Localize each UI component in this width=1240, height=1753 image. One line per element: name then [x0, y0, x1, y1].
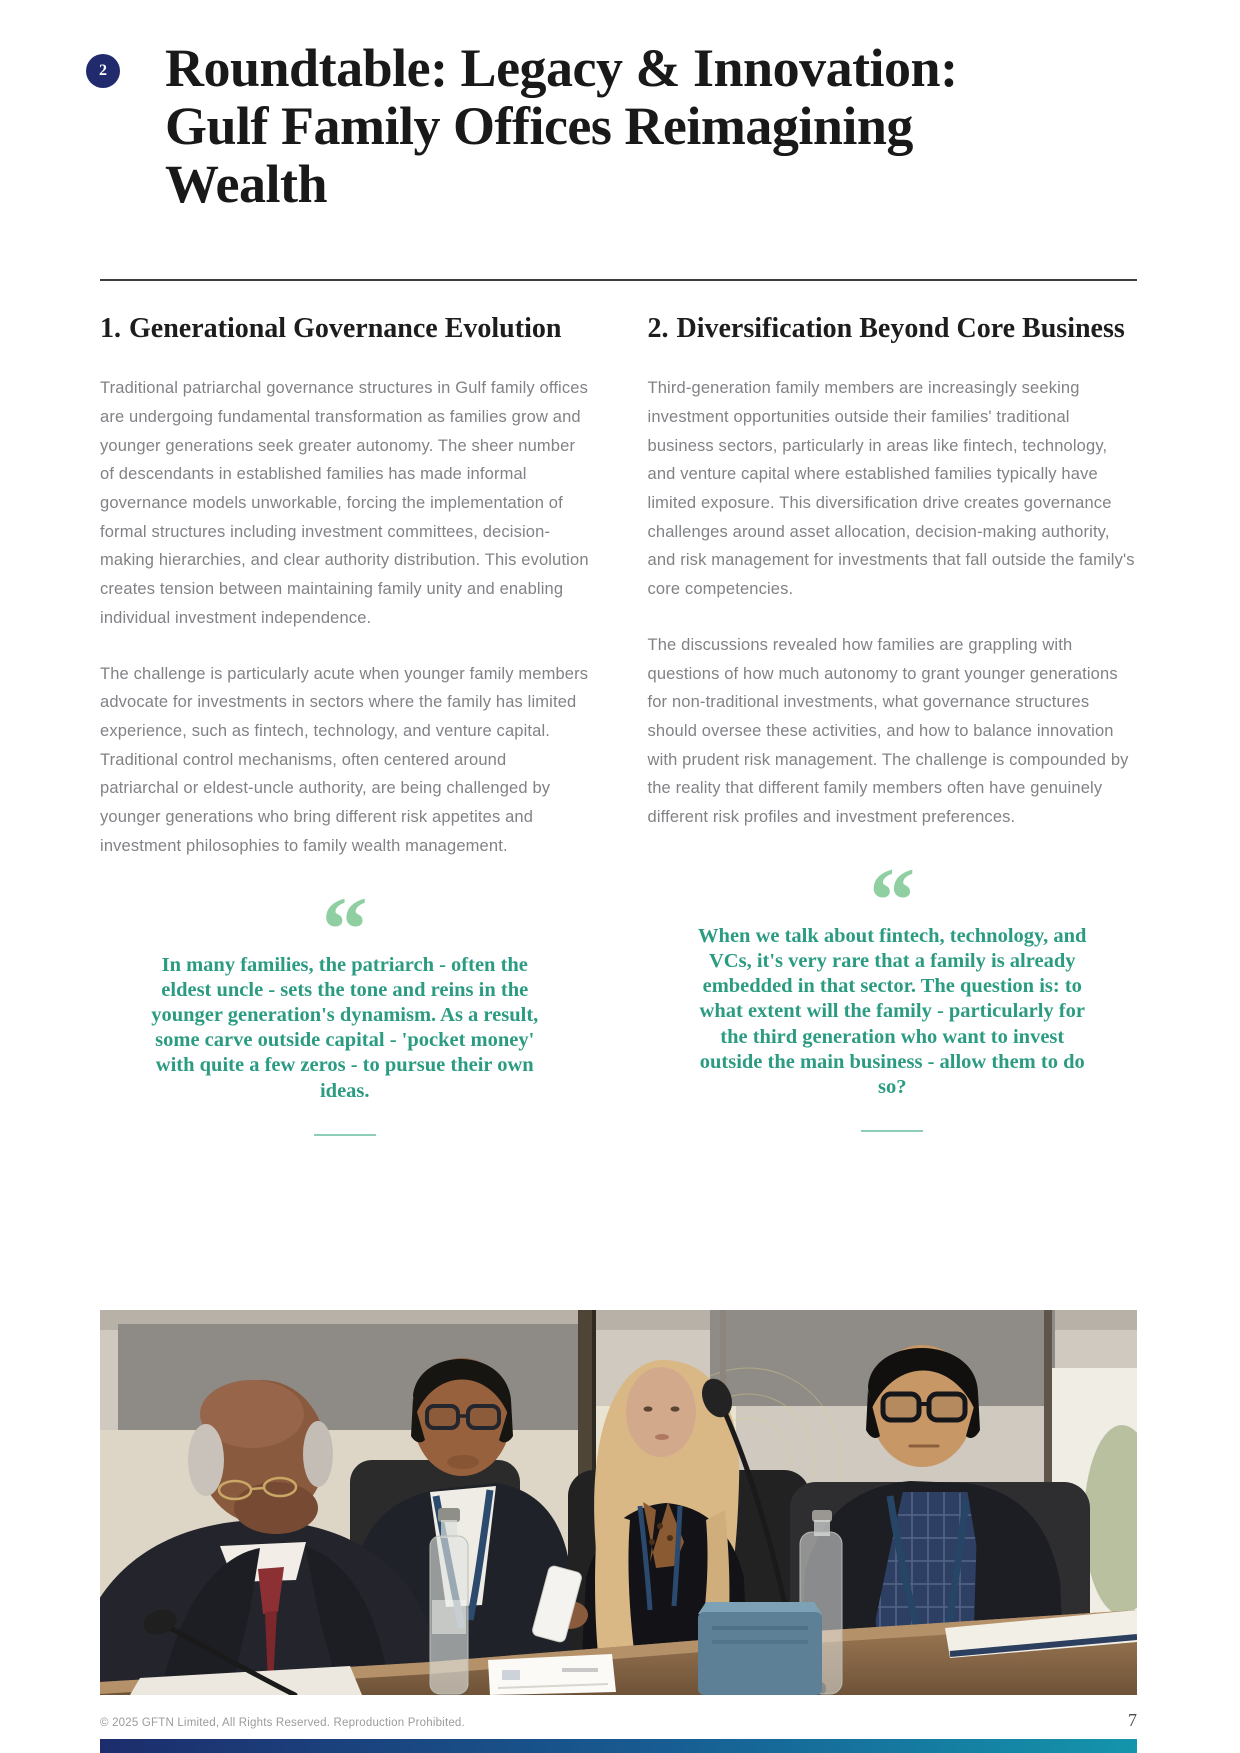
- quote-divider: [861, 1130, 923, 1132]
- page-number: 7: [1128, 1710, 1137, 1730]
- article-columns: [100, 311, 1137, 1135]
- body-paragraph: Third-generation family members are increasingly seeking investment opportunities outside their families' traditional business sectors, particularly in areas like fintech, technology, and venture capital where established families typically have limited exposure. This diversification drive creates governance challenges around asset allocation, decision-making authority, and risk management for investments that fall outside the family's core competencies.: [647, 379, 1135, 599]
- body-paragraph: Traditional patriarchal governance structures in Gulf family offices are undergoing fundamental transformation as families grow and younger generations seek greater autonomy. The sheer number of descendants in established families has made informal governance models unworkable, forcing the implementation of formal structures including investment committees, decision-making hierarchies, and clear authority distribution. This evolution creates tension between maintaining family unity and enabling individual investment independence.: [100, 379, 589, 627]
- page-header: [100, 0, 1137, 213]
- section-number-badge: [86, 54, 120, 88]
- section-generational-governance: [100, 311, 590, 1135]
- section-diversification: [648, 311, 1138, 1135]
- heading-text: Diversification Beyond Core Business: [676, 313, 1125, 345]
- quote-icon: “: [321, 877, 368, 980]
- badge-number: 2: [99, 62, 107, 79]
- section-heading: [100, 311, 590, 348]
- page-title: Roundtable: Legacy & Innovation: Gulf Family Offices Reimagining Wealth: [165, 38, 958, 214]
- heading-number: 1.: [100, 313, 121, 345]
- page-footer: [100, 1710, 1137, 1731]
- body-paragraph: The challenge is particularly acute when younger family members advocate for investments in sectors where the family has limited experience, such as fintech, technology, and venture capital. Traditional control mechanisms, often centered around patriarchal or eldest-uncle authority, are being challenged by younger generations who bring different risk appetites and investment philosophies to family wealth management.: [100, 664, 589, 855]
- quote-divider: [314, 1134, 376, 1136]
- pull-quote: [100, 877, 590, 1136]
- quote-icon: “: [869, 848, 916, 951]
- heading-text: Generational Governance Evolution: [129, 313, 562, 345]
- page-content: [100, 0, 1137, 1136]
- footer-gradient-bar: [100, 1739, 1137, 1753]
- pull-quote: [648, 848, 1138, 1132]
- copyright-text: © 2025 GFTN Limited, All Rights Reserved. Reproduction Prohibited.: [100, 1717, 465, 1729]
- roundtable-photo: [100, 1310, 1137, 1695]
- section-heading: [648, 311, 1138, 348]
- body-paragraph: The discussions revealed how families are grappling with questions of how much autonomy to grant younger generations for non-traditional investments, what governance structures should oversee these activities, and how to balance innovation with prudent risk management. The challenge is compounded by the reality that different family members often have genuinely different risk profiles and investment preferences.: [647, 635, 1129, 827]
- heading-number: 2.: [647, 313, 669, 345]
- quote-text: When we talk about fintech, technology, and VCs, it's very rare that a family is already embedded in that sector. The question is: to what extent will the family - particularly for the third generation who want to invest outside the main business - allow them to do so?: [698, 924, 1087, 1099]
- quote-text: In many families, the patriarch - often the eldest uncle - sets the tone and reins in the younger generation's dynamism. As a result, some carve outside capital - 'pocket money' with quite a few zeros - to pursue their own ideas.: [151, 953, 539, 1102]
- header-divider: [100, 279, 1137, 281]
